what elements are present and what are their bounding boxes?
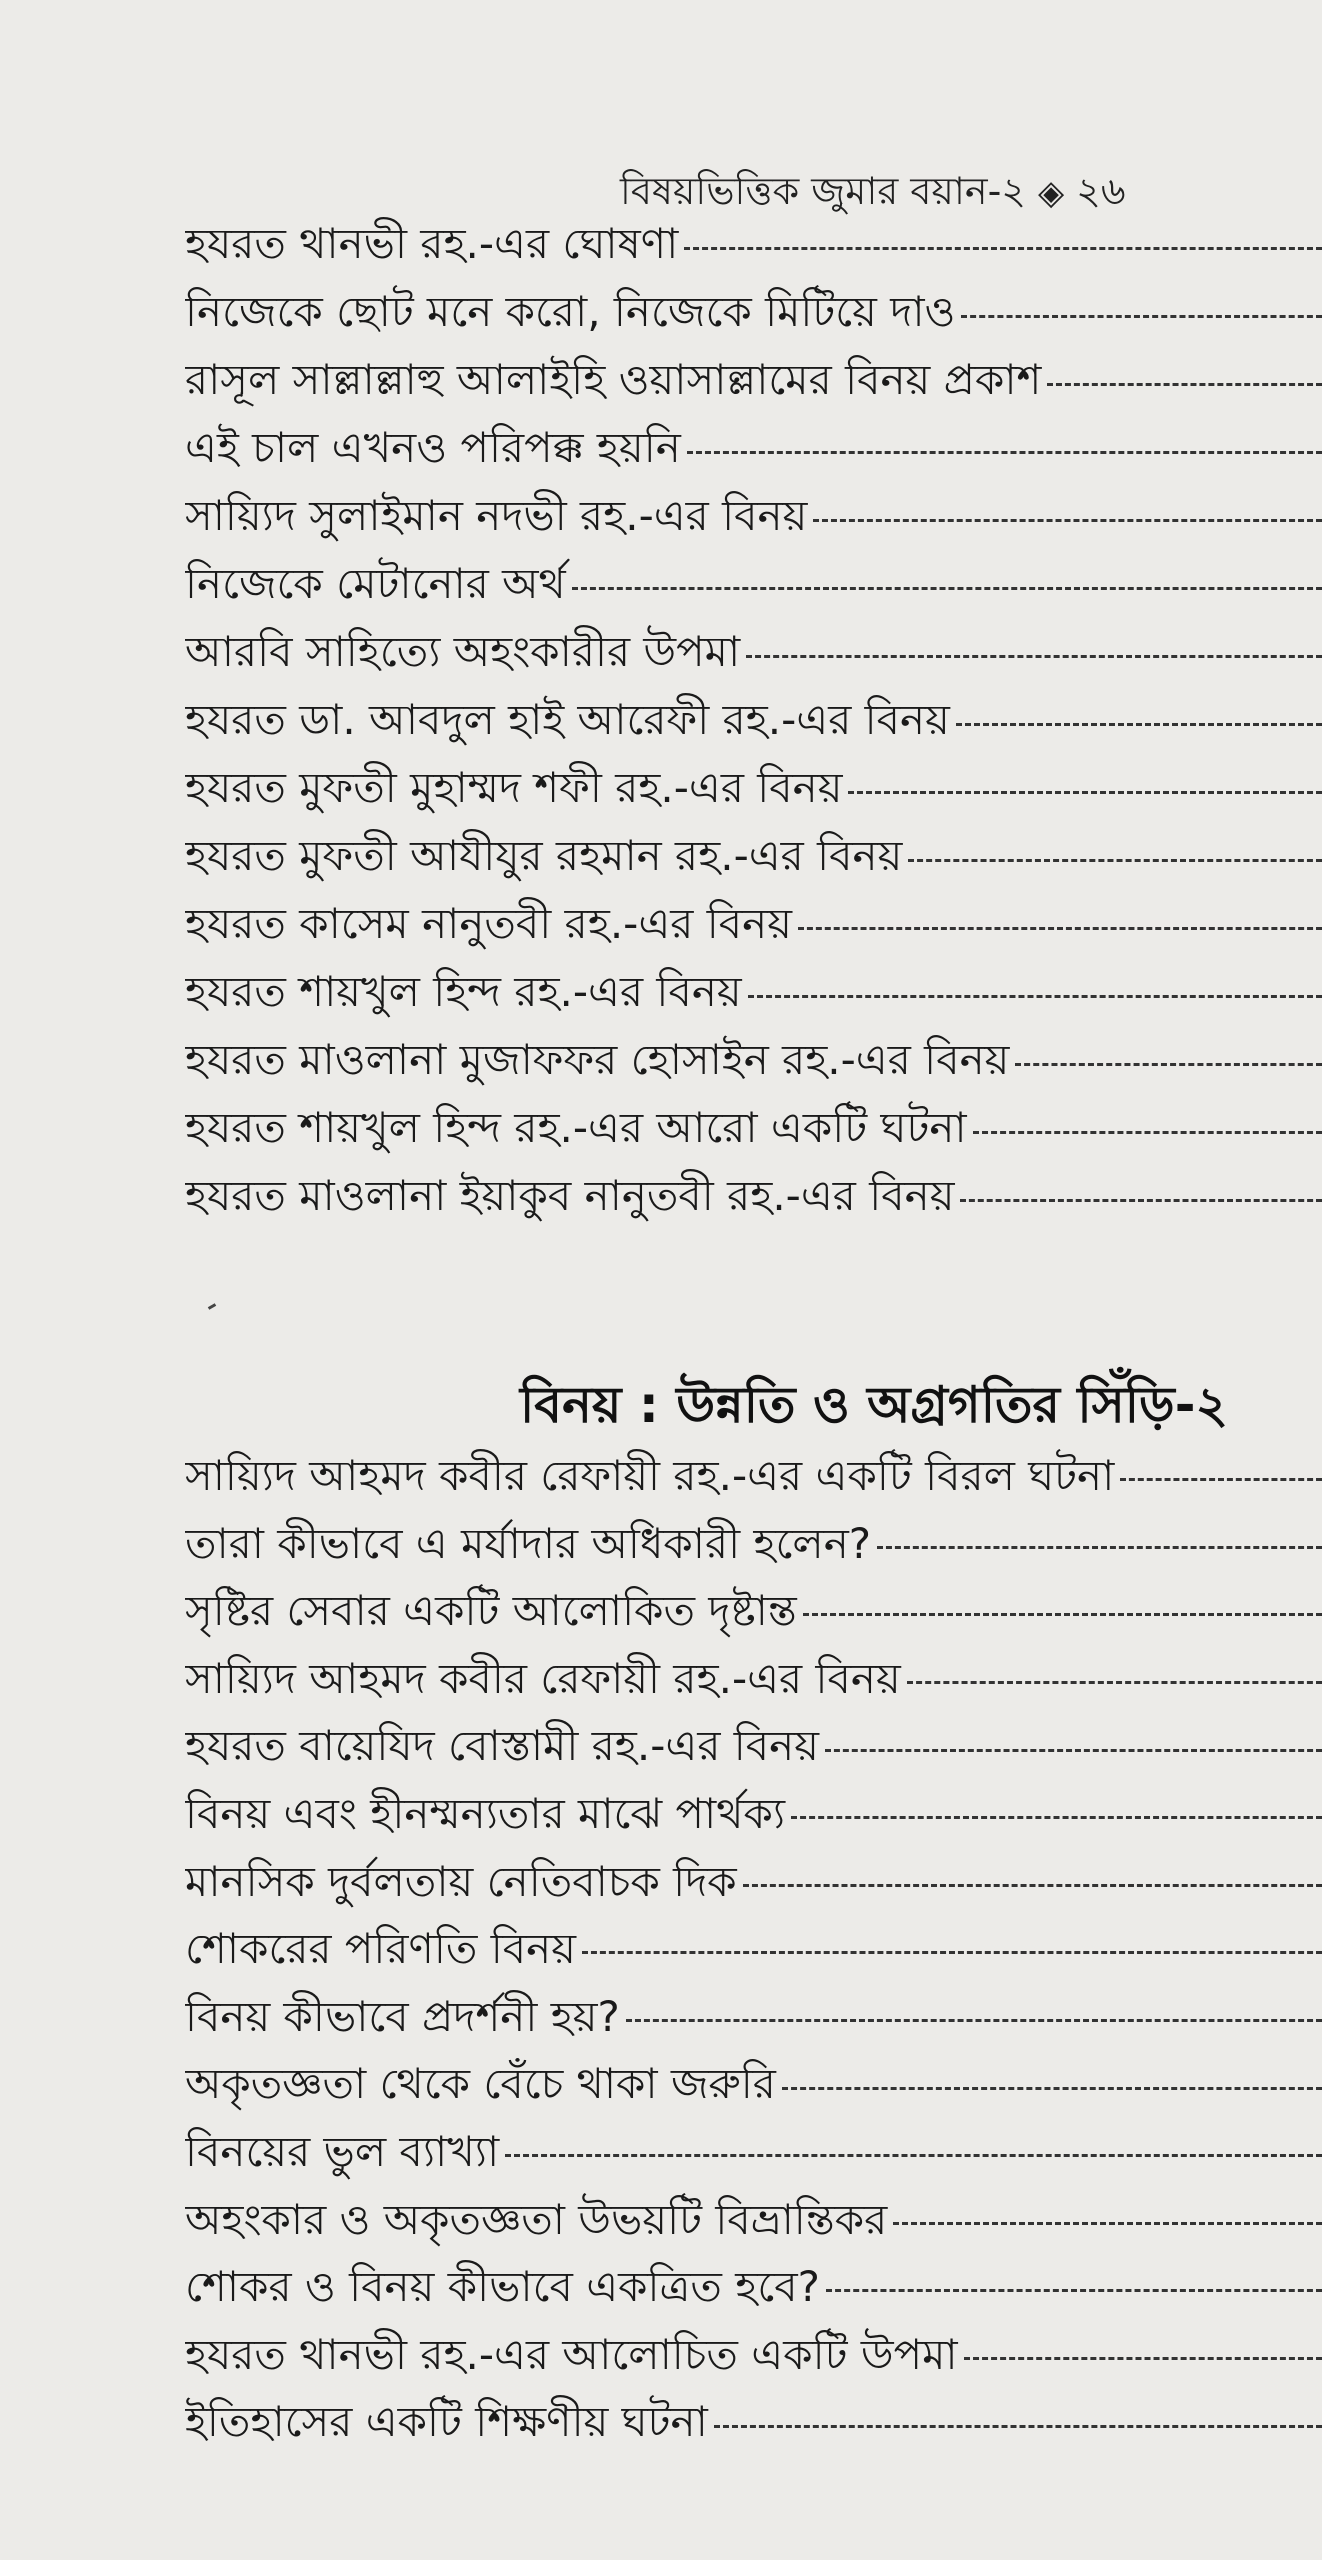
book-title: বিষয়ভিত্তিক জুমার বয়ান-২ xyxy=(620,169,1027,213)
toc-entry-text: নিজেকে মেটানোর অর্থ xyxy=(185,559,566,608)
toc-list-part-1 xyxy=(185,210,1322,1230)
toc-entry-text: ইতিহাসের একটি শিক্ষণীয় ঘটনা xyxy=(185,2397,708,2447)
toc-entry-text: হযরত শায়খুল হিন্দ রহ.-এর আরো একটি ঘটনা xyxy=(185,1103,967,1152)
toc-entry xyxy=(185,1026,1322,1094)
toc-entry-text: সায়্যিদ আহমদ কবীর রেফায়ী রহ.-এর বিনয় xyxy=(185,1653,901,1703)
toc-entry xyxy=(185,686,1322,754)
toc-entry xyxy=(185,1510,1322,1578)
toc-entry xyxy=(185,1780,1322,1848)
dash-leader xyxy=(1120,1478,1322,1481)
page-number: ২৬ xyxy=(1076,169,1126,213)
toc-entry-text: হযরত মুফতী আযীযুর রহমান রহ.-এর বিনয় xyxy=(185,831,903,880)
toc-entry-text: তারা কীভাবে এ মর্যাদার অধিকারী হলেন? xyxy=(185,1518,872,1568)
dash-leader xyxy=(973,1131,1322,1134)
dash-leader xyxy=(626,2019,1322,2022)
dash-leader xyxy=(877,1546,1322,1549)
toc-entry-text: অকৃতজ্ঞতা থেকে বেঁচে থাকা জরুরি xyxy=(185,2059,776,2109)
toc-entry-text: বিনয় কীভাবে প্রদর্শনী হয়? xyxy=(185,1991,620,2041)
dash-leader xyxy=(582,1951,1322,1954)
toc-entry-text: আরবি সাহিত্যে অহংকারীর উপমা xyxy=(185,627,741,676)
toc-entry xyxy=(185,2253,1322,2321)
section-heading: বিনয় : উন্নতি ও অগ্রগতির সিঁড়ি-২ xyxy=(520,1376,1229,1434)
dash-leader xyxy=(907,1681,1322,1684)
toc-entry-text: এই চাল এখনও পরিপক্ক হয়নি xyxy=(185,423,681,472)
toc-entry-text: শোকরের পরিণতি বিনয় xyxy=(185,1924,576,1974)
toc-entry-text: হযরত মুফতী মুহাম্মদ শফী রহ.-এর বিনয় xyxy=(185,763,843,812)
toc-entry-text: শোকর ও বিনয় কীভাবে একত্রিত হবে? xyxy=(185,2262,820,2312)
toc-entry-text: হযরত ডা. আবদুল হাই আরেফী রহ.-এর বিনয় xyxy=(185,695,950,744)
dash-leader xyxy=(960,1199,1322,1202)
toc-entry xyxy=(185,2388,1322,2456)
toc-entry-text: হযরত থানভী রহ.-এর আলোচিত একটি উপমা xyxy=(185,2329,958,2379)
toc-entry xyxy=(185,210,1322,278)
dash-leader xyxy=(798,927,1322,930)
toc-entry xyxy=(185,1645,1322,1713)
toc-entry-text: রাসূল সাল্লাল্লাহু আলাইহি ওয়াসাল্লামের বিনয় প্রকাশ xyxy=(185,355,1042,404)
dash-leader xyxy=(961,315,1322,318)
toc-entry xyxy=(185,2050,1322,2118)
toc-entry-text: হযরত বায়েযিদ বোস্তামী রহ.-এর বিনয় xyxy=(185,1721,819,1771)
dash-leader xyxy=(572,587,1322,590)
toc-entry-text: নিজেকে ছোট মনে করো, নিজেকে মিটিয়ে দাও xyxy=(185,287,956,336)
dash-leader xyxy=(964,2357,1322,2360)
stray-ink-mark xyxy=(208,1303,216,1310)
dash-leader xyxy=(848,791,1322,794)
toc-entry xyxy=(185,1094,1322,1162)
toc-entry xyxy=(185,2118,1322,2186)
toc-entry xyxy=(185,890,1322,958)
toc-entry xyxy=(185,1162,1322,1230)
toc-entry-text: সায়্যিদ আহমদ কবীর রেফায়ী রহ.-এর একটি বিরল ঘটনা xyxy=(185,1451,1115,1500)
ornament-icon: ◈ xyxy=(1038,173,1065,213)
dash-leader xyxy=(782,2087,1322,2090)
dash-leader xyxy=(748,995,1322,998)
toc-list-part-2 xyxy=(185,1442,1322,2456)
toc-entry xyxy=(185,482,1322,550)
dash-leader xyxy=(813,519,1322,522)
toc-entry xyxy=(185,278,1322,346)
dash-leader xyxy=(956,723,1322,726)
toc-entry xyxy=(185,1915,1322,1983)
dash-leader xyxy=(908,859,1322,862)
toc-entry-text: হযরত কাসেম নানুতবী রহ.-এর বিনয় xyxy=(185,899,792,948)
toc-entry xyxy=(185,958,1322,1026)
dash-leader xyxy=(825,1749,1322,1752)
toc-entry xyxy=(185,550,1322,618)
toc-entry xyxy=(185,414,1322,482)
toc-entry xyxy=(185,2186,1322,2254)
dash-leader xyxy=(1015,1063,1322,1066)
dash-leader xyxy=(684,247,1322,250)
toc-entry-text: সৃষ্টির সেবার একটি আলোকিত দৃষ্টান্ত xyxy=(185,1586,797,1636)
dash-leader xyxy=(1047,383,1322,386)
toc-entry xyxy=(185,346,1322,414)
toc-entry-text: অহংকার ও অকৃতজ্ঞতা উভয়টি বিভ্রান্তিকর xyxy=(185,2194,888,2244)
toc-entry xyxy=(185,822,1322,890)
dash-leader xyxy=(791,1816,1322,1819)
dash-leader xyxy=(714,2425,1322,2428)
toc-entry-text: হযরত মাওলানা মুজাফফর হোসাইন রহ.-এর বিনয় xyxy=(185,1035,1010,1084)
toc-entry-text: হযরত শায়খুল হিন্দ রহ.-এর বিনয় xyxy=(185,967,742,1016)
dash-leader xyxy=(893,2222,1322,2225)
toc-entry-text: সায়্যিদ সুলাইমান নদভী রহ.-এর বিনয় xyxy=(185,491,808,540)
toc-entry-text: হযরত থানভী রহ.-এর ঘোষণা xyxy=(185,219,679,268)
toc-entry xyxy=(185,1712,1322,1780)
toc-entry-text: বিনয় এবং হীনম্মন্যতার মাঝে পার্থক্য xyxy=(185,1788,786,1838)
dash-leader xyxy=(746,655,1322,658)
dash-leader xyxy=(803,1613,1322,1616)
toc-entry xyxy=(185,2321,1322,2389)
dash-leader xyxy=(687,451,1322,454)
toc-entry xyxy=(185,618,1322,686)
toc-entry xyxy=(185,1442,1322,1510)
toc-entry xyxy=(185,754,1322,822)
dash-leader xyxy=(505,2154,1322,2157)
toc-entry xyxy=(185,1577,1322,1645)
dash-leader xyxy=(743,1884,1322,1887)
toc-entry-text: হযরত মাওলানা ইয়াকুব নানুতবী রহ.-এর বিনয় xyxy=(185,1171,955,1220)
toc-entry xyxy=(185,1848,1322,1916)
toc-entry xyxy=(185,1983,1322,2051)
toc-entry-text: বিনয়ের ভুল ব্যাখ্যা xyxy=(185,2126,500,2176)
toc-entry-text: মানসিক দুর্বলতায় নেতিবাচক দিক xyxy=(185,1856,737,1906)
dash-leader xyxy=(826,2289,1322,2292)
